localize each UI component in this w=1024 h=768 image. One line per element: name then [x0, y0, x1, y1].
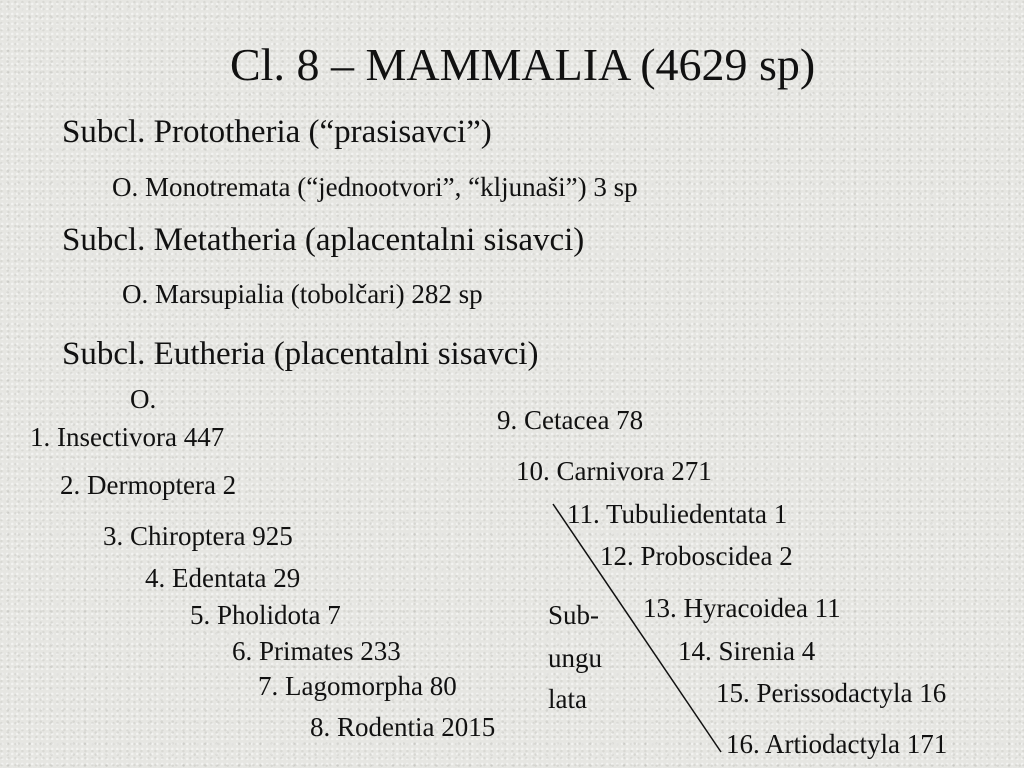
order-item: 7. Lagomorpha 80 — [258, 671, 457, 701]
order-item: 1. Insectivora 447 — [30, 422, 225, 452]
order-item: 15. Perissodactyla 16 — [716, 678, 947, 708]
order-prefix: O. — [130, 384, 157, 414]
order-item: 6. Primates 233 — [232, 636, 401, 666]
order-item: 8. Rodentia 2015 — [310, 712, 496, 742]
subclass-prototheria: Subcl. Prototheria (“prasisavci”) — [62, 114, 492, 150]
diagonal-line — [553, 504, 721, 752]
order-item: 4. Edentata 29 — [145, 563, 301, 593]
order-item: 13. Hyracoidea 11 — [643, 593, 841, 623]
subclass-metatheria: Subcl. Metatheria (aplacentalni sisavci) — [62, 222, 585, 258]
order-item: 9. Cetacea 78 — [497, 405, 644, 435]
subclass-eutheria: Subcl. Eutheria (placentalni sisavci) — [62, 336, 539, 372]
order-item: 11. Tubuliedentata 1 — [567, 499, 788, 529]
subungulata-label-line2: ungu — [548, 643, 602, 673]
order-item: 5. Pholidota 7 — [190, 600, 341, 630]
order-marsupialia: O. Marsupialia (tobolčari) 282 sp — [122, 279, 483, 309]
order-item: 2. Dermoptera 2 — [60, 470, 237, 500]
order-item: 12. Proboscidea 2 — [600, 541, 793, 571]
subungulata-label-line1: Sub- — [548, 600, 600, 630]
page-title: Cl. 8 – MAMMALIA (4629 sp) — [230, 39, 816, 90]
subungulata-label-line3: lata — [548, 684, 587, 714]
order-item: 3. Chiroptera 925 — [103, 521, 293, 551]
order-item: 10. Carnivora 271 — [516, 456, 712, 486]
order-item: 14. Sirenia 4 — [678, 636, 816, 666]
order-item: 16. Artiodactyla 171 — [726, 729, 948, 759]
order-monotremata: O. Monotremata (“jednootvori”, “kljunaši”) 3 sp — [112, 172, 638, 202]
